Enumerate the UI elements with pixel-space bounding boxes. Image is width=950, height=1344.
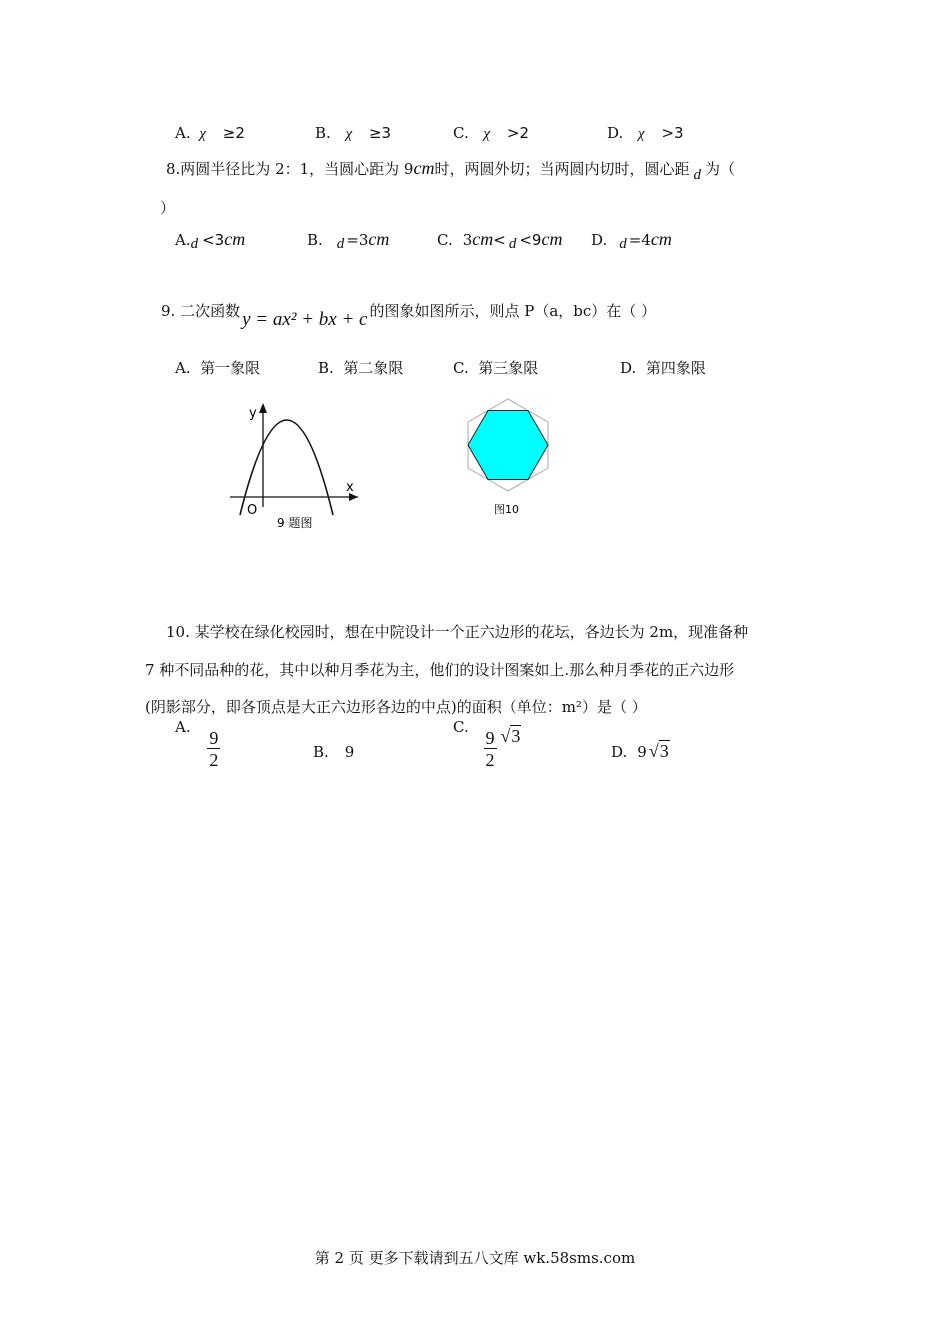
q9-option-c (453, 357, 538, 378)
denominator: 2 (485, 750, 495, 770)
option-text: 第一象限 (200, 359, 261, 377)
option-var: d (336, 236, 345, 252)
q10-option-c (453, 717, 521, 771)
q8-text-1: 8.两圆半径比为 2：1，当圆心距为 9 (166, 160, 414, 178)
q8-option-b (307, 229, 389, 250)
option-rel: <9 (519, 231, 542, 249)
q10-option-a (175, 717, 220, 771)
option-rel: >2 (506, 124, 530, 142)
fig10-caption: 图10 (494, 503, 519, 516)
option-var: χ (345, 126, 353, 142)
q9-formula: y = ax² + bx + c (242, 309, 368, 330)
q8-var: d (693, 167, 701, 183)
option-unit: cm (650, 229, 672, 249)
option-unit: cm (541, 229, 563, 249)
graph-caption: 9 题图 (277, 516, 313, 530)
numerator: 9 (485, 728, 495, 748)
q9-parabola-graph (220, 395, 370, 535)
sqrt (649, 741, 670, 761)
option-var: χ (483, 126, 491, 142)
option-letter: C. (437, 231, 453, 249)
option-letter: B. (315, 124, 331, 142)
q9-stem (161, 300, 657, 330)
option-letter: D. (620, 359, 637, 377)
q8-option-a (175, 229, 245, 250)
option-var: d (619, 236, 627, 252)
root-sign: √ (648, 741, 659, 761)
radicand: 3 (511, 725, 521, 746)
q8-option-c (437, 229, 562, 250)
q8-close-paren: ） (160, 199, 176, 217)
option-letter: B. (313, 743, 329, 761)
q7-option-b (315, 124, 391, 143)
y-axis-arrow (259, 403, 267, 413)
fig10-hexagons (455, 393, 565, 523)
q8-stem (166, 158, 736, 183)
option-rel: >3 (661, 124, 684, 142)
numerator: 9 (209, 728, 219, 748)
option-letter: C. (453, 717, 469, 736)
q8-text-2: 时，两圆外切；当两圆内切时，圆心距 (434, 160, 690, 178)
option-rel: =4 (628, 231, 651, 249)
q9-lead: 9. 二次函数 (161, 302, 241, 320)
q9-option-d (620, 357, 706, 378)
option-rel: < (493, 231, 506, 249)
option-text: 第四象限 (645, 359, 706, 377)
option-letter: A. (175, 717, 191, 736)
option-var: χ (199, 126, 206, 142)
option-var: χ (638, 126, 645, 142)
q10-line-2: 7 种不同品种的花，其中以种月季花为主，他们的设计图案如上.那么种月季花的正六边形 (145, 661, 735, 679)
q9-option-b (318, 357, 403, 378)
option-rel: ≥3 (368, 124, 392, 142)
option-rel: ≥2 (222, 124, 245, 142)
inner-hexagon-shaded (468, 411, 548, 480)
parabola-curve (240, 420, 333, 515)
q7-option-a (175, 124, 245, 143)
option-letter: D. (607, 124, 624, 142)
denominator: 2 (209, 750, 219, 770)
option-value: 9 (637, 743, 647, 761)
root-sign: √ (500, 725, 511, 746)
option-value: 9 (344, 743, 355, 761)
option-letter: D. (591, 231, 608, 249)
option-unit: cm (368, 229, 390, 249)
option-rel: =3 (346, 231, 369, 249)
q10-option-d (611, 741, 670, 762)
option-text: 第二象限 (343, 359, 404, 377)
q10-line-3: (阴影部分，即各顶点是大正六边形各边的中点)的面积（单位：m²）是（ ） (145, 698, 647, 716)
option-var: d (190, 236, 199, 252)
option-unit: cm (224, 229, 246, 249)
y-axis-label: y (249, 406, 257, 421)
q7-option-c (453, 124, 529, 143)
option-letter: A. (175, 359, 191, 377)
option-rel: <3 (202, 231, 225, 249)
q10-line-1: 10. 某学校在绿化校园时，想在中院设计一个正六边形的花坛，各边长为 2m，现准备种 (166, 623, 749, 641)
option-letter: A. (175, 231, 191, 249)
q8-unit: cm (413, 158, 435, 178)
option-letter: C. (453, 124, 469, 142)
q7-option-d (607, 124, 684, 143)
option-text: 第三象限 (478, 359, 539, 377)
fraction (484, 728, 497, 771)
option-unit: cm (472, 229, 494, 249)
q8-text-3: 为（ (705, 160, 736, 178)
option-value: 3 (462, 231, 473, 249)
q9-option-a (175, 357, 260, 378)
option-letter: D. (611, 743, 628, 761)
option-var: d (508, 236, 517, 252)
option-letter: B. (318, 359, 334, 377)
q10-option-b (313, 743, 354, 761)
q9-tail: 的图象如图所示，则点 P（a，bc）在（ ） (369, 302, 657, 320)
q8-option-d (591, 229, 672, 250)
option-letter: C. (453, 359, 469, 377)
option-letter: B. (307, 231, 323, 249)
page-footer: 第 2 页 更多下载请到五八文库 wk.58sms.com (314, 1249, 636, 1267)
origin-label: O (247, 503, 258, 518)
option-letter: A. (175, 124, 191, 142)
radicand: 3 (659, 741, 669, 761)
x-axis-label: x (346, 480, 354, 495)
sqrt (501, 726, 522, 746)
fraction (207, 728, 220, 771)
